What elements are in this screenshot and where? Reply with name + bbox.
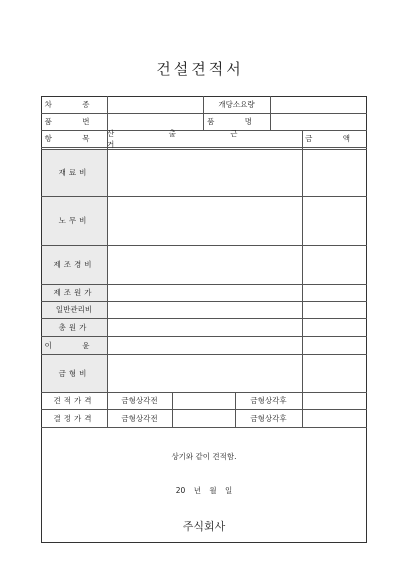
mold-cost-label: 금형비 [58,368,90,378]
final-after-amort-label: 금형상각후 [250,413,287,423]
estimate-date: 20 년 월 일 [175,486,233,495]
basis-column-header: 산 출 근 거 [107,128,264,149]
estimate-before-amort-label: 금형상각전 [121,396,158,405]
part-name-label: 품 명 [207,117,266,126]
labor-cost-label: 노무비 [58,216,90,225]
col-line-price-3 [302,392,303,427]
estimate-after-amort-label: 금형상각후 [250,396,287,405]
company-name: 주식회사 [182,520,226,533]
row-line-13 [41,427,367,428]
final-price-label: 결정가격 [53,413,95,423]
total-cost-label: 총원가 [58,322,90,332]
manufacturing-cost-label: 제조원가 [53,288,95,297]
document-title: 건설견적서 [156,60,244,78]
estimate-statement: 상기와 같이 견적함. [171,452,237,461]
car-type-label: 차 종 [44,100,104,109]
item-column-header: 항 목 [44,134,104,143]
car-type-field[interactable] [107,96,203,113]
required-qty-label: 개당소요량 [218,100,255,109]
profit-label: 이 윤 [44,340,104,350]
col-line-amount [302,130,303,392]
material-cost-label: 재료비 [58,168,90,177]
required-qty-field[interactable] [270,96,367,113]
col-line-price-1 [172,392,173,427]
part-no-label: 품 번 [44,117,104,126]
amount-column-header: 금 액 [305,134,364,143]
final-before-amort-label: 금형상각전 [121,413,158,423]
estimate-price-label: 견적가격 [53,396,95,405]
general-admin-label: 일반관리비 [55,305,93,314]
manufacturing-overhead-label: 제조경비 [53,260,95,269]
